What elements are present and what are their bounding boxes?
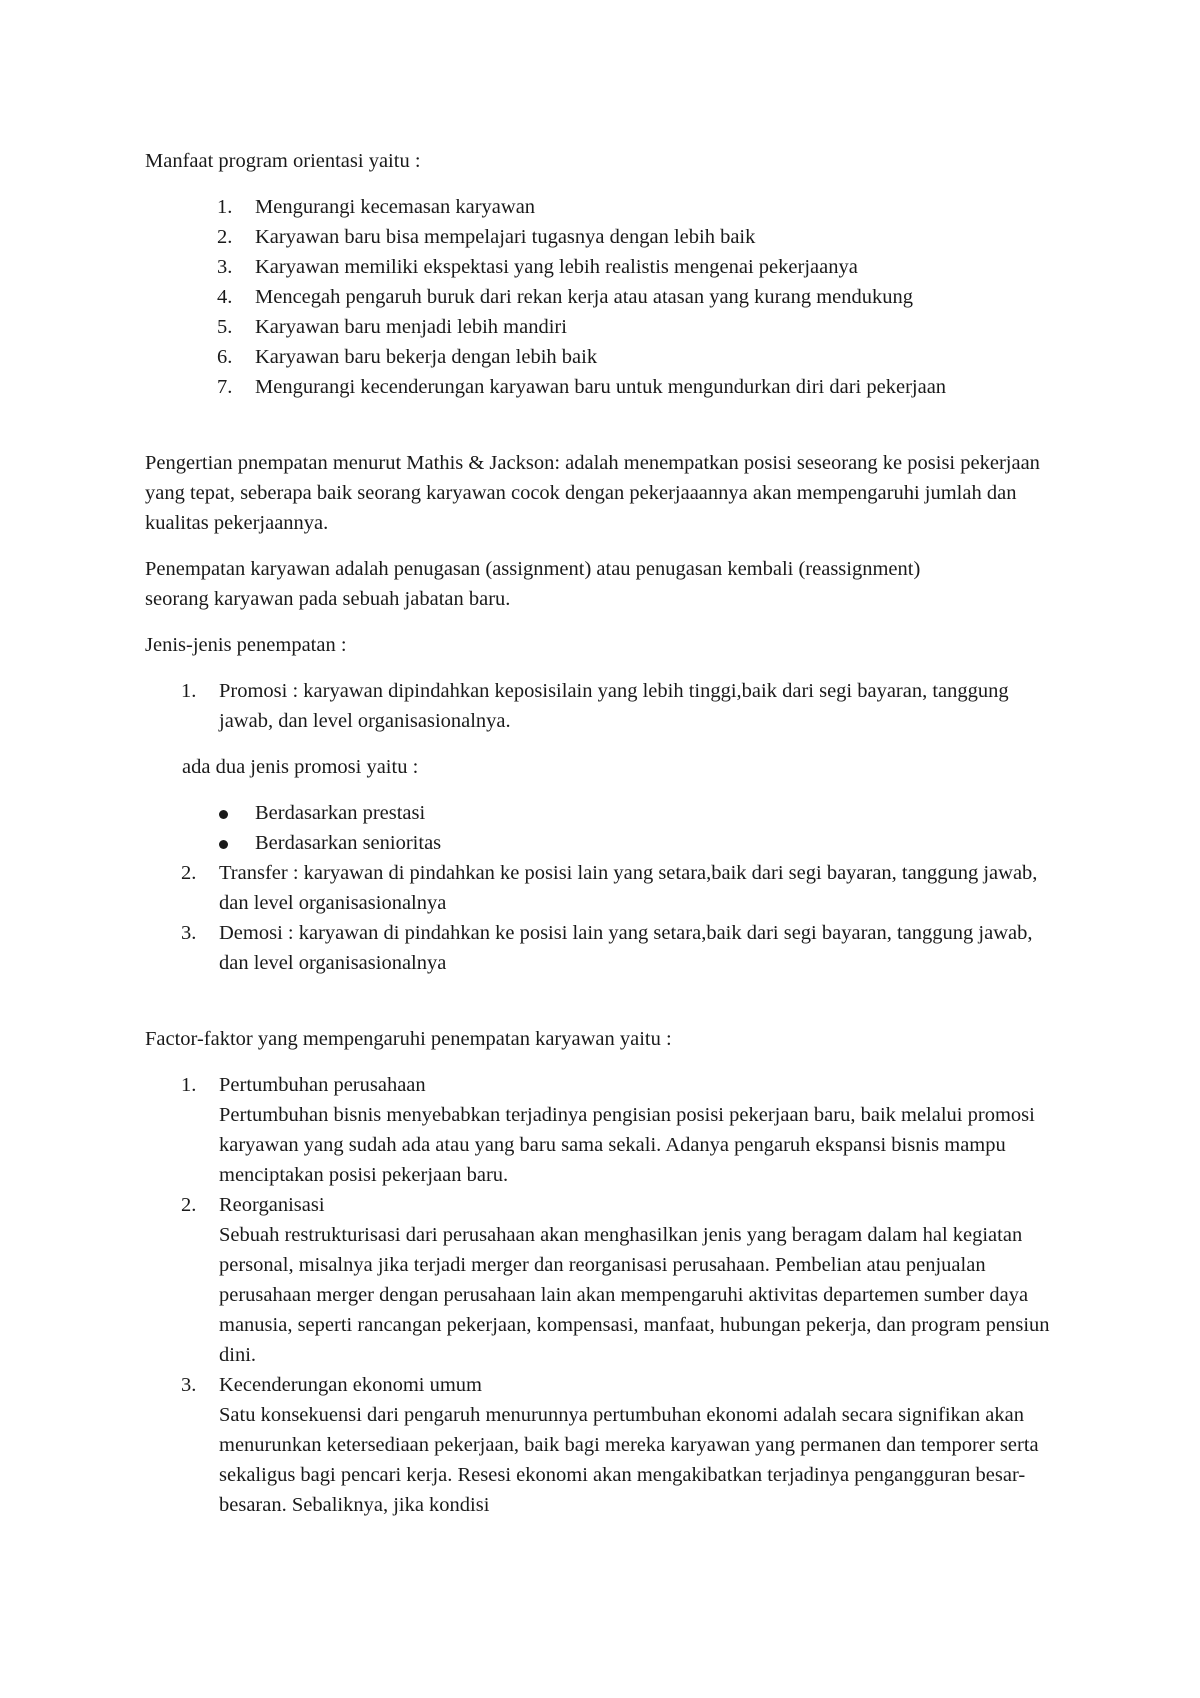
- list-item: 2. Transfer : karyawan di pindahkan ke posisi lain yang setara,baik dari segi bayaran, tanggung jawab, dan level organisasionalnya: [181, 862, 1038, 914]
- promotion-intro: ada dua jenis promosi yaitu :: [182, 756, 419, 778]
- list-item: 1. Promosi : karyawan dipindahkan keposisilain yang lebih tinggi,baik dari segi bayaran, tanggung jawab, dan level organisasionalnya.: [181, 680, 1009, 732]
- promotion-types-list: [145, 798, 1065, 858]
- list-item: 5. Karyawan baru menjadi lebih mandiri: [217, 316, 567, 338]
- factor-body: Pertumbuhan bisnis menyebabkan terjadinya pengisian posisi pekerjaan baru, baik melalui promosi karyawan yang sudah ada atau yang baru sama sekali. Adanya pengaruh ekspansi bisnis mampu menciptakan posisi pekerjaan baru.: [219, 1104, 1035, 1186]
- placement-factors-list: [145, 1070, 1065, 1520]
- list-item: 3. Demosi : karyawan di pindahkan ke posisi lain yang setara,baik dari segi bayaran, tanggung jawab, dan level organisasionalnya: [181, 922, 1033, 974]
- list-item: 4. Mencegah pengaruh buruk dari rekan kerja atau atasan yang kurang mendukung: [217, 286, 914, 308]
- list-item: 3. Kecenderungan ekonomi umum Satu konsekuensi dari pengaruh menurunnya pertumbuhan ekonomi adalah secara signifikan akan menurunkan ketersediaan pekerjaan, baik bagi mereka karyawan yang permanen dan temporer serta sekaligus bagi pencari kerja. Resesi ekonomi akan mengakibatkan terjadinya pengangguran besar-besaran. Sebaliknya, jika kondisi: [145, 1370, 1065, 1520]
- list-item: 7. Mengurangi kecenderungan karyawan baru untuk mengundurkan diri dari pekerjaan: [217, 376, 947, 398]
- list-item: 1. Mengurangi kecemasan karyawan: [217, 196, 536, 218]
- orientation-benefits-heading: Manfaat program orientasi yaitu :: [145, 150, 421, 172]
- orientation-benefits-list: [145, 192, 1065, 402]
- placement-definition-paragraph: Pengertian pnempatan menurut Mathis & Jackson: adalah menempatkan posisi seseorang ke posisi pekerjaan yang tepat, seberapa baik seorang karyawan cocok dengan pekerjaaannya akan mempengaruhi jumlah dan kualitas pekerjaannya.: [145, 452, 1040, 534]
- list-item: 2. Karyawan baru bisa mempelajari tugasnya dengan lebih baik: [217, 226, 756, 248]
- list-item: 3. Karyawan memiliki ekspektasi yang lebih realistis mengenai pekerjaanya: [217, 256, 858, 278]
- list-item: Berdasarkan senioritas: [145, 828, 1065, 858]
- factor-body: Satu konsekuensi dari pengaruh menurunnya pertumbuhan ekonomi adalah secara signifikan akan menurunkan ketersediaan pekerjaan, baik bagi mereka karyawan yang permanen dan temporer serta sekaligus bagi pencari kerja. Resesi ekonomi akan mengakibatkan terjadinya pengangguran besar-besaran. Sebaliknya, jika kondisi: [219, 1404, 1039, 1516]
- bullet-icon: [219, 810, 228, 819]
- placement-types-list-continued: [145, 858, 1065, 978]
- placement-factors-heading: Factor-faktor yang mempengaruhi penempatan karyawan yaitu :: [145, 1028, 672, 1050]
- list-item: Berdasarkan prestasi: [145, 798, 1065, 828]
- list-item: 6. Karyawan baru bekerja dengan lebih baik: [217, 346, 598, 368]
- placement-types-heading: Jenis-jenis penempatan :: [145, 634, 347, 656]
- factor-title: Pertumbuhan perusahaan: [219, 1074, 426, 1096]
- placement-assignment-paragraph: Penempatan karyawan adalah penugasan (assignment) atau penugasan kembali (reassignment) seorang karyawan pada sebuah jabatan baru.: [145, 558, 921, 610]
- bullet-icon: [219, 840, 228, 849]
- list-item: 1. Pertumbuhan perusahaan Pertumbuhan bisnis menyebabkan terjadinya pengisian posisi pekerjaan baru, baik melalui promosi karyawan yang sudah ada atau yang baru sama sekali. Adanya pengaruh ekspansi bisnis mampu menciptakan posisi pekerjaan baru.: [145, 1070, 1065, 1190]
- list-item: 2. Reorganisasi Sebuah restrukturisasi dari perusahaan akan menghasilkan jenis yang beragam dalam hal kegiatan personal, misalnya jika terjadi merger dan reorganisasi perusahaan. Pembelian atau penjualan perusahaan merger dengan perusahaan lain akan mempengaruhi aktivitas departemen sumber daya manusia, seperti rancangan pekerjaan, kompensasi, manfaat, hubungan pekerja, dan program pensiun dini.: [145, 1190, 1065, 1370]
- document-page: [145, 146, 1065, 1520]
- placement-types-list: [145, 676, 1065, 736]
- factor-title: Kecenderungan ekonomi umum: [219, 1374, 483, 1396]
- factor-title: Reorganisasi: [219, 1194, 325, 1216]
- factor-body: Sebuah restrukturisasi dari perusahaan akan menghasilkan jenis yang beragam dalam hal kegiatan personal, misalnya jika terjadi merger dan reorganisasi perusahaan. Pembelian atau penjualan perusahaan merger dengan perusahaan lain akan mempengaruhi aktivitas departemen sumber daya manusia, seperti rancangan pekerjaan, kompensasi, manfaat, hubungan pekerja, dan program pensiun dini.: [219, 1224, 1050, 1366]
